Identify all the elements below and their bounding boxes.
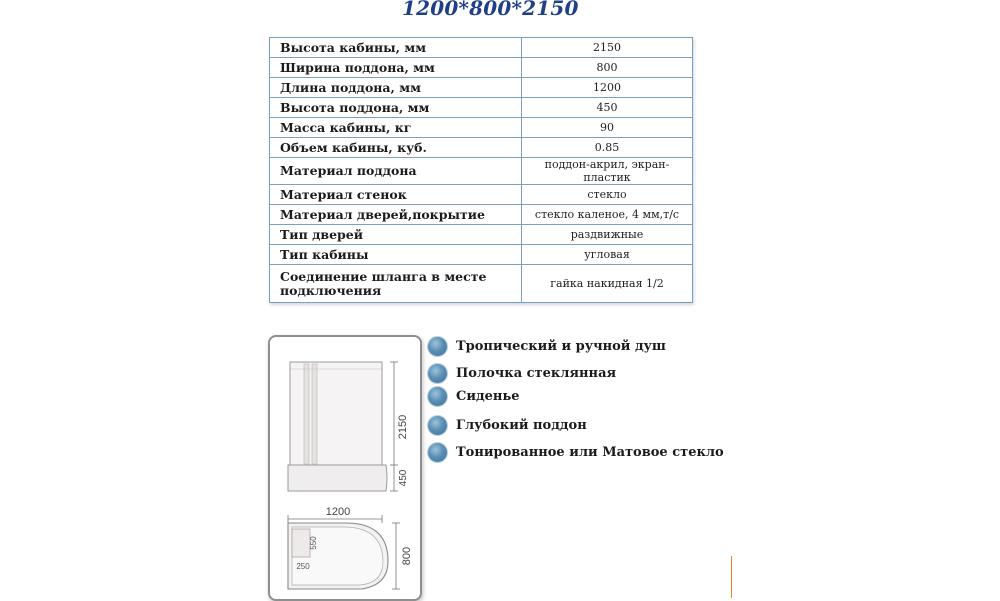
feature-label: Тонированное или Матовое стекло — [456, 445, 724, 460]
feature-label: Полочка стеклянная — [456, 366, 617, 381]
specs-table — [269, 37, 693, 303]
width-label: 800 — [401, 546, 413, 566]
feature-label: Сиденье — [456, 389, 520, 404]
table-row — [270, 78, 693, 98]
spec-value: 2150 — [522, 38, 693, 58]
tray-height-label: 450 — [398, 469, 409, 487]
feature-label: Тропический и ручной душ — [456, 339, 666, 354]
accent-divider — [731, 556, 732, 598]
door-frame-left — [304, 364, 309, 464]
spec-value: гайка накидная 1/2 — [522, 265, 693, 303]
list-item — [428, 387, 520, 406]
bullet-icon — [428, 364, 447, 383]
spec-value: 800 — [522, 58, 693, 78]
spec-value: 1200 — [522, 78, 693, 98]
dimension-diagram — [268, 335, 422, 601]
spec-label: Длина поддона, мм — [270, 78, 522, 98]
spec-label: Материал поддона — [270, 158, 522, 185]
spec-label: Объем кабины, куб. — [270, 138, 522, 158]
table-row — [270, 265, 693, 303]
spec-label: Высота поддона, мм — [270, 98, 522, 118]
table-row — [270, 185, 693, 205]
page-title: 1200*800*2150 — [402, 0, 579, 20]
spec-label: Высота кабины, мм — [270, 38, 522, 58]
table-row — [270, 98, 693, 118]
spec-value: угловая — [522, 245, 693, 265]
spec-value: стекло — [522, 185, 693, 205]
seat-depth-label: 550 — [309, 536, 318, 550]
tray — [288, 465, 387, 491]
spec-value: поддон-акрил, экран-пластик — [522, 158, 693, 185]
spec-value: 0.85 — [522, 138, 693, 158]
feature-label: Глубокий поддон — [456, 418, 587, 433]
list-item — [428, 416, 587, 435]
table-row — [270, 58, 693, 78]
spec-label: Тип дверей — [270, 225, 522, 245]
seat-width-label: 250 — [296, 562, 310, 571]
table-row — [270, 205, 693, 225]
list-item — [428, 337, 666, 356]
spec-label: Материал дверей,покрытие — [270, 205, 522, 225]
spec-label: Материал стенок — [270, 185, 522, 205]
bullet-icon — [428, 416, 447, 435]
table-row — [270, 118, 693, 138]
length-label: 1200 — [325, 506, 351, 518]
spec-value: стекло каленое, 4 мм,т/с — [522, 205, 693, 225]
spec-label: Соединение шланга в месте подключения — [270, 265, 522, 303]
table-row — [270, 138, 693, 158]
table-row — [270, 158, 693, 185]
seat — [292, 529, 310, 557]
bullet-icon — [428, 337, 447, 356]
spec-value: раздвижные — [522, 225, 693, 245]
table-row — [270, 245, 693, 265]
spec-value: 450 — [522, 98, 693, 118]
table-row — [270, 38, 693, 58]
table-row — [270, 225, 693, 245]
door-frame-right — [312, 364, 317, 464]
height-label: 2150 — [397, 414, 409, 440]
bullet-icon — [428, 443, 447, 462]
spec-value: 90 — [522, 118, 693, 138]
spec-label: Ширина поддона, мм — [270, 58, 522, 78]
front-view — [288, 362, 409, 491]
spec-label: Тип кабины — [270, 245, 522, 265]
spec-label: Масса кабины, кг — [270, 118, 522, 138]
list-item — [428, 443, 724, 462]
shower-cabin-drawing — [270, 337, 420, 599]
bullet-icon — [428, 387, 447, 406]
list-item — [428, 364, 616, 383]
top-view — [288, 506, 413, 589]
